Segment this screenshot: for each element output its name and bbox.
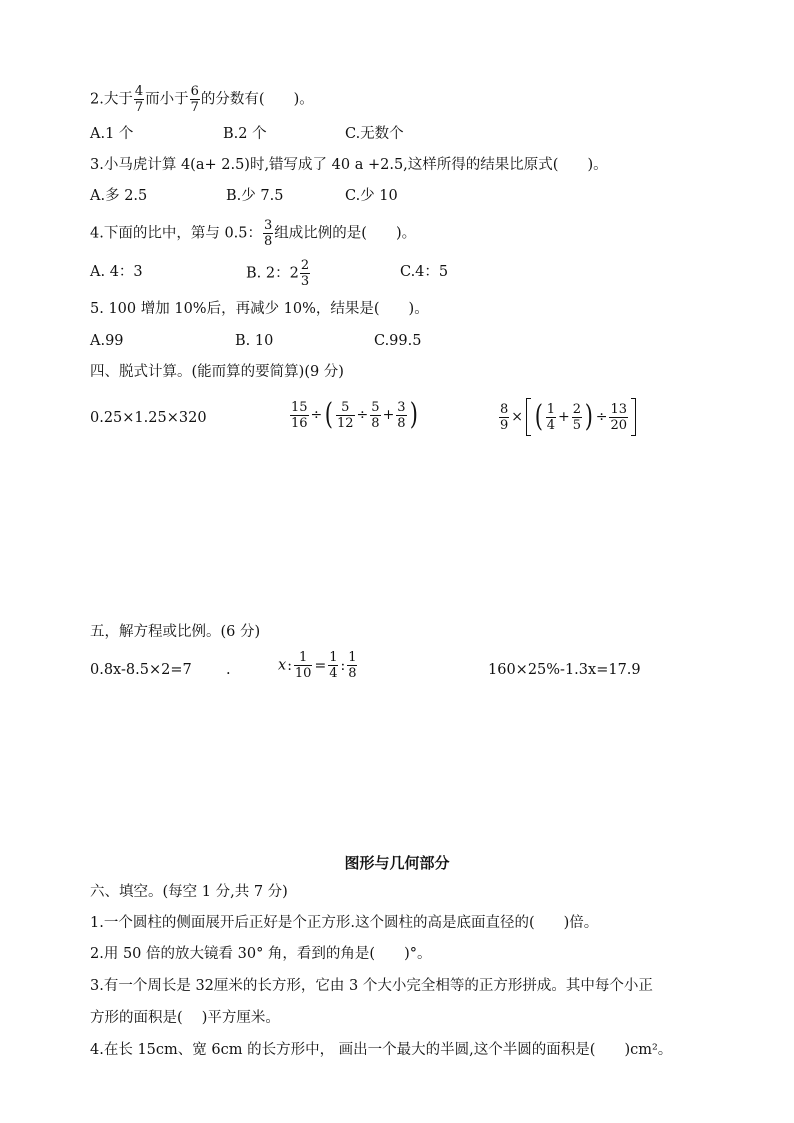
fraction [336,400,355,431]
numerator: 2 [572,401,582,417]
q4-option-c: C.4：5 [400,264,449,280]
denominator: 12 [337,415,354,431]
question-3: 3.小马虎计算 4(a+ 2.5)时,错写成了 40 a +2.5,这样所得的结果比原式( )。 [90,157,608,173]
fraction [134,84,144,115]
geometry-question-4: 4.在长 15cm、宽 6cm 的长方形中， 画出一个最大的半圆,这个半圆的面积是( )cm²。 [90,1042,673,1058]
q4-suffix: 组成比例的是( )。 [274,225,417,242]
fraction [263,218,273,249]
left-paren: ( [534,399,543,434]
fraction [370,400,380,431]
question-4 [90,218,416,249]
question-5: 5. 100 增加 10%后，再减少 10%，结果是( )。 [90,301,429,317]
right-paren: ) [584,399,593,434]
operator: : [340,657,346,674]
denominator: 4 [546,417,556,433]
fraction [609,402,628,433]
section-6-heading: 六、填空。(每空 1 分,共 7 分) [90,884,288,900]
operator: ÷ [356,407,369,423]
denominator: 8 [264,234,273,249]
question-2 [90,84,314,115]
fraction [328,650,338,681]
q3-option-c: C.少 10 [345,188,398,204]
calc-3 [498,398,638,436]
denominator: 8 [348,666,357,681]
numerator: 2 [300,258,310,273]
q2-option-a: A.1 个 [90,126,134,142]
equation-3: 160×25%-1.3x=17.9 [488,662,641,678]
numerator: 3 [397,399,406,415]
denominator: 4 [329,666,338,681]
geometry-section-title: 图形与几何部分 [344,854,450,872]
q2-option-b: B.2 个 [223,126,267,142]
geometry-question-3-line-2: 方形的面积是( )平方厘米。 [90,1010,280,1026]
numerator: 3 [264,218,273,233]
calc-2 [289,398,419,432]
denominator: 8 [397,415,406,431]
q4-option-b-prefix: B. 2：2 [246,265,299,282]
operator: ÷ [595,409,608,425]
q4-prefix: 4.下面的比中，第与 0.5： [90,225,263,242]
right-bracket [631,398,636,436]
denominator: 20 [610,417,628,433]
denominator: 16 [291,415,308,431]
q5-option-c: C.99.5 [374,333,422,349]
operator: + [382,407,395,423]
denominator: 10 [294,666,312,681]
fraction [190,84,200,115]
fraction [546,402,556,433]
section-4-heading: 四、脱式计算。(能而算的要简算)(9 分) [90,364,344,380]
numerator: 8 [500,401,509,417]
left-paren: ( [325,397,334,432]
q5-option-a: A.99 [90,333,124,349]
equation-1: 0.8x-8.5×2=7 [90,662,192,678]
left-bracket [526,398,531,436]
geometry-question-1: 1.一个圆柱的侧面展开后正好是个正方形.这个圆柱的高是底面直径的( )倍。 [90,915,599,931]
fraction [290,400,309,431]
numerator: 13 [610,401,628,417]
denominator: 8 [371,415,380,431]
equation-2 [278,650,358,681]
q5-option-b: B. 10 [235,333,274,349]
fraction [300,258,310,289]
operator: ÷ [310,407,323,423]
calc-1: 0.25×1.25×320 [90,410,207,426]
q4-option-b [246,258,311,289]
q2-option-c: C.无数个 [345,126,404,142]
q3-option-b: B.少 7.5 [226,188,284,204]
denominator: 3 [300,274,310,289]
operator: : [287,657,292,674]
fraction [347,650,357,681]
numerator: 1 [546,401,556,417]
operator: + [558,409,570,425]
stray-dot: . [226,662,231,678]
variable: x [278,657,287,674]
operator: × [511,409,524,425]
geometry-question-3-line-1: 3.有一个周长是 32厘米的长方形，它由 3 个大小完全相等的正方形拼成。其中每个小正 [90,978,653,994]
q3-option-a: A.多 2.5 [90,188,148,204]
numerator: 15 [291,399,308,415]
fraction [396,400,406,431]
fraction [572,402,582,433]
right-paren: ) [409,397,418,432]
q2-prefix: 2.大于 [90,91,133,108]
denominator: 5 [572,417,582,433]
q2-mid: 而小于 [145,91,189,108]
numerator: 5 [371,399,380,415]
q4-option-a: A. 4：3 [90,264,143,280]
geometry-question-2: 2.用 50 倍的放大镜看 30° 角，看到的角是( )°。 [90,946,432,962]
numerator: 1 [329,650,338,665]
numerator: 6 [190,84,199,99]
fraction [499,402,509,433]
section-5-heading: 五，解方程或比例。(6 分) [90,624,261,640]
operator: = [314,657,327,674]
fraction [294,650,313,681]
numerator: 5 [336,400,355,416]
denominator: 9 [500,417,509,433]
q2-suffix: 的分数有( )。 [200,91,314,108]
denominator: 7 [134,100,144,115]
denominator: 7 [190,100,199,115]
numerator: 1 [348,650,357,665]
numerator: 1 [294,650,313,666]
numerator: 4 [134,84,144,99]
